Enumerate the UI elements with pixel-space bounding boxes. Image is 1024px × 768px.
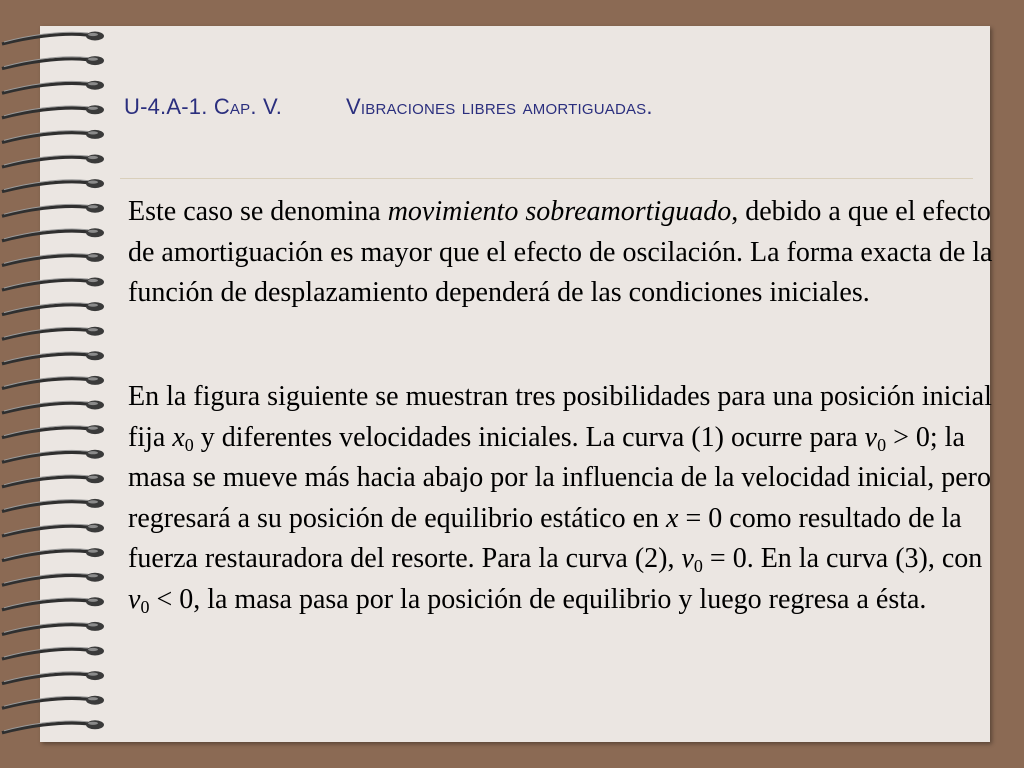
spiral-coil — [2, 228, 104, 241]
sub-1: 0 — [877, 434, 887, 455]
spiral-coil — [2, 32, 104, 45]
spiral-coil — [2, 622, 104, 635]
p2-text-a: En la figura siguiente se muestran tres posibilidades para una posición inicial fija — [128, 381, 992, 453]
spiral-coil — [2, 351, 104, 364]
spiral-coil — [2, 671, 104, 684]
header-divider — [120, 178, 973, 179]
var-v-1: v — [864, 421, 878, 453]
p2-text-b: y diferentes velocidades iniciales. La curva (1) ocurre para — [193, 421, 865, 453]
spiral-coil — [2, 450, 104, 463]
p1-italic-term: movimiento sobreamortiguado — [387, 196, 732, 227]
spiral-coil — [2, 376, 104, 389]
sub-0: 0 — [184, 434, 194, 455]
spiral-coil — [2, 56, 104, 69]
var-x: x — [172, 421, 185, 453]
spiral-coil — [2, 597, 104, 610]
var-v-3: v — [128, 583, 141, 615]
spiral-coil — [2, 720, 104, 733]
spiral-coil — [2, 253, 104, 266]
spiral-coil — [2, 425, 104, 438]
spiral-coil — [2, 474, 104, 487]
spiral-coil — [2, 130, 104, 143]
p2-text-f: < 0, la masa pasa por la posición de equilibrio y luego regresa a ésta. — [149, 583, 927, 615]
spiral-coil — [2, 327, 104, 340]
spiral-coil — [2, 204, 104, 217]
var-v-2: v — [681, 543, 694, 574]
spiral-coil — [2, 302, 104, 315]
spiral-coil — [2, 401, 104, 414]
spiral-coil — [2, 548, 104, 561]
sub-2: 0 — [693, 556, 703, 576]
p1-text-b: , debido a que el efecto de amortiguación es mayor que el efecto de oscilación. La forma exacta de la función de desplazamiento dependerá de las condiciones iniciales. — [128, 196, 993, 308]
p2-text-c: > 0; la masa se mueve más hacia abajo por la influencia de la velocidad inicial, pero regresará a su posición de equilibrio estático en — [128, 421, 991, 534]
chapter-code: U-4.A-1. Cap. V. — [124, 94, 283, 119]
spiral-coil — [2, 155, 104, 168]
spiral-coil — [2, 499, 104, 512]
sub-3: 0 — [140, 596, 150, 617]
spiral-coil — [2, 524, 104, 537]
spiral-coil — [2, 278, 104, 291]
spiral-coil — [2, 179, 104, 192]
var-x-eq: x — [666, 502, 679, 534]
slide-title: Vibraciones libres amortiguadas. — [346, 94, 653, 119]
p2-text-d: = 0 como resultado de la fuerza restauradora del resorte. Para la curva (2), — [128, 502, 962, 574]
spiral-coil — [2, 647, 104, 660]
spiral-binding — [0, 20, 115, 750]
spiral-coil — [2, 81, 104, 94]
spiral-coil — [2, 573, 104, 586]
spiral-coil — [2, 105, 104, 118]
paragraph-1 — [128, 192, 998, 314]
p1-text-a: Este caso se denomina — [128, 196, 388, 227]
p2-text-e: = 0. En la curva (3), con — [702, 543, 983, 574]
spiral-coil — [2, 696, 104, 709]
paragraph-2 — [128, 377, 998, 620]
